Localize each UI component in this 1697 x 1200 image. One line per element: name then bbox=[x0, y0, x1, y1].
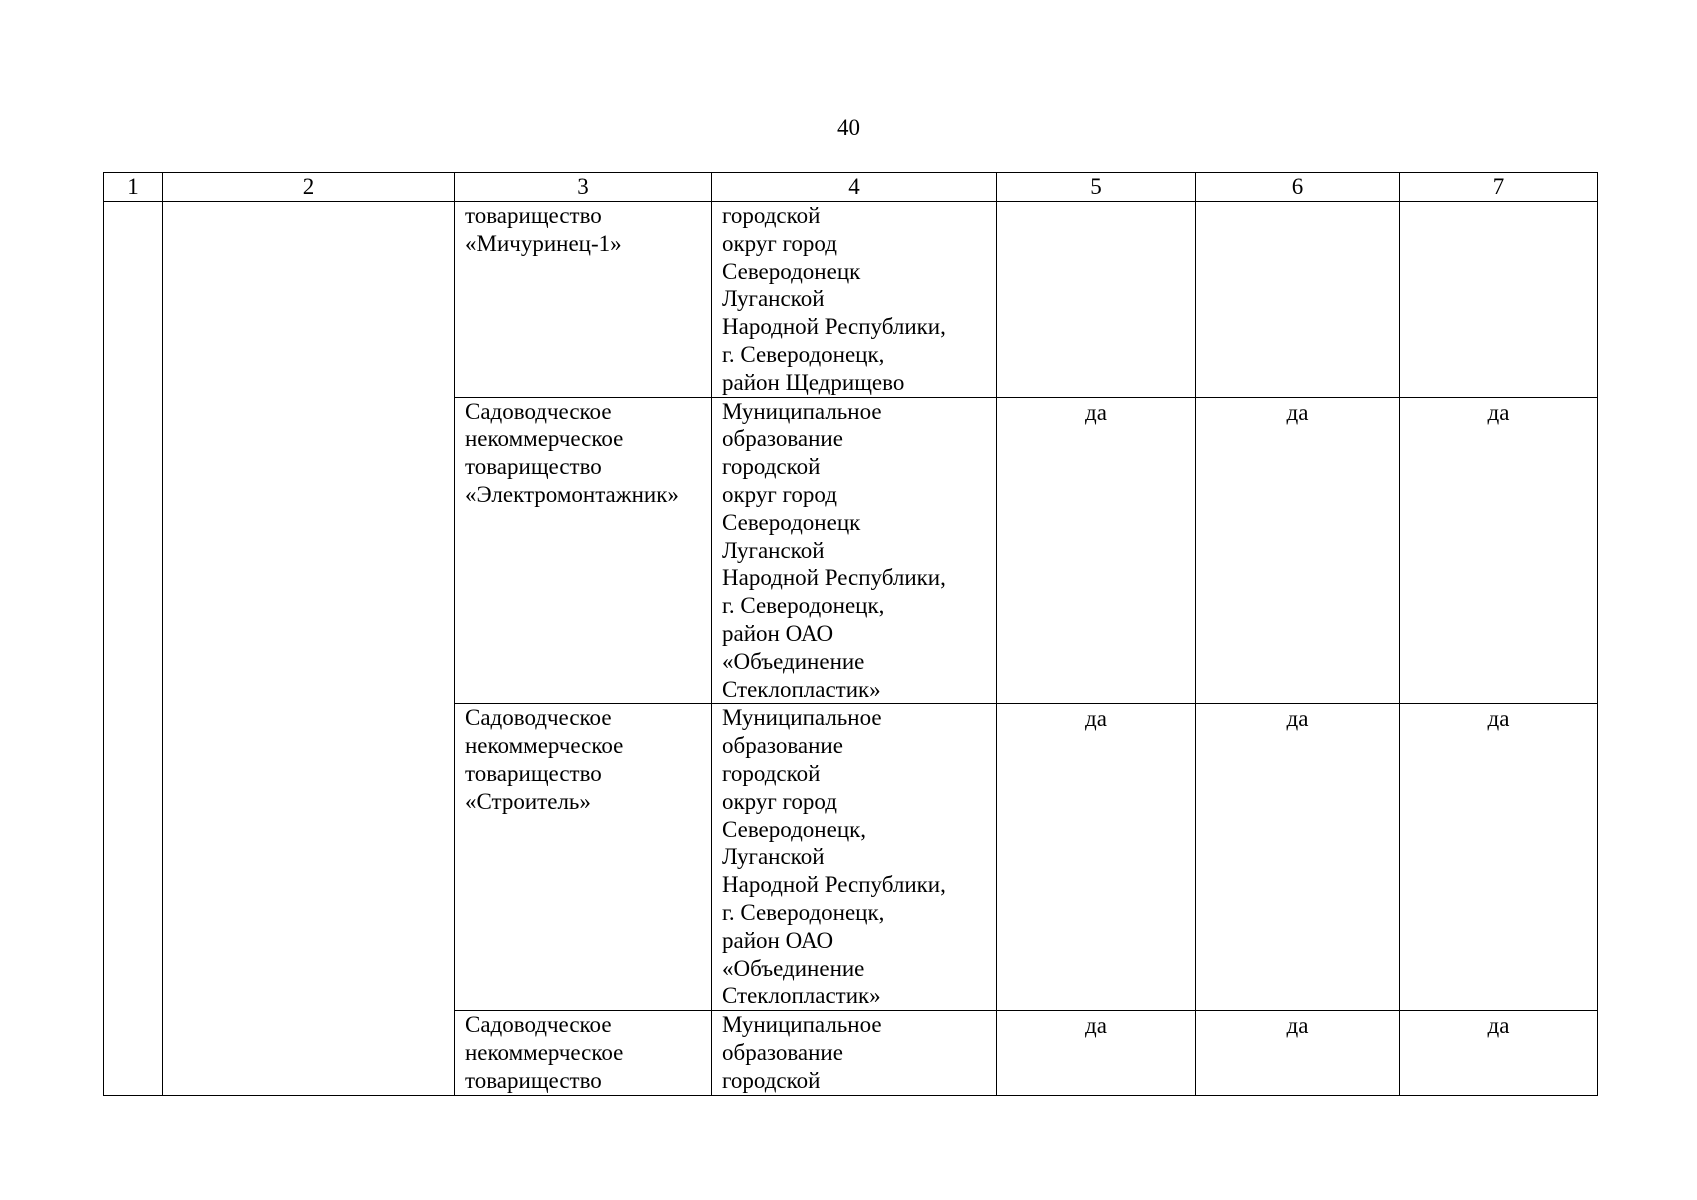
cell-text-line: «Объединение bbox=[722, 648, 865, 674]
cell-text-line: Муниципальное bbox=[722, 398, 882, 424]
column-7-value: да bbox=[1400, 397, 1598, 704]
column-6-value: да bbox=[1196, 397, 1400, 704]
cell-text-line: некоммерческое bbox=[465, 733, 624, 759]
page-number: 40 bbox=[837, 115, 860, 140]
cell-text-line: Северодонецк bbox=[722, 509, 861, 535]
organization-name-cell bbox=[455, 704, 712, 1011]
cell-text-line: «Строитель» bbox=[465, 788, 591, 814]
column-number-cell: 4 bbox=[712, 173, 997, 202]
cell-text-line: городской bbox=[722, 1067, 821, 1093]
column-7-value bbox=[1400, 202, 1598, 398]
cell-text-line: Стеклопластик» bbox=[722, 983, 881, 1009]
column-number-cell: 7 bbox=[1400, 173, 1598, 202]
cell-text-line: район Щедрищево bbox=[722, 369, 905, 395]
column-number-cell: 1 bbox=[104, 173, 163, 202]
column-6-value: да bbox=[1196, 1011, 1400, 1095]
cell-text-line: «Мичуринец-1» bbox=[465, 230, 622, 256]
cell-text-line: образование bbox=[722, 426, 843, 452]
column-number-cell: 6 bbox=[1196, 173, 1400, 202]
column-5-value: да bbox=[997, 704, 1196, 1011]
cell-text-line: округ город bbox=[722, 788, 837, 814]
cell-text-line: Муниципальное bbox=[722, 1012, 882, 1038]
cell-text-line: «Объединение bbox=[722, 955, 865, 981]
cell-text-line: Народной Республики, bbox=[722, 314, 946, 340]
cell-text-line: г. Северодонецк, bbox=[722, 593, 885, 619]
location-cell bbox=[712, 704, 997, 1011]
cell-text-line: образование bbox=[722, 733, 843, 759]
cell-text-line: товарищество bbox=[465, 203, 602, 228]
cell-text-line: городской bbox=[722, 203, 821, 228]
document-table bbox=[103, 172, 1598, 1096]
column-number-cell: 5 bbox=[997, 173, 1196, 202]
cell-text-line: Луганской bbox=[722, 286, 825, 312]
column-6-value: да bbox=[1196, 704, 1400, 1011]
cell-text-line: городской bbox=[722, 454, 821, 480]
cell-text-line: г. Северодонецк, bbox=[722, 899, 885, 925]
column-5-value bbox=[997, 202, 1196, 398]
cell-text-line: Садоводческое bbox=[465, 398, 612, 424]
column-6-value bbox=[1196, 202, 1400, 398]
cell-text-line: образование bbox=[722, 1039, 843, 1065]
cell-text-line: городской bbox=[722, 760, 821, 786]
cell-text-line: Садоводческое bbox=[465, 705, 612, 731]
column-5-value: да bbox=[997, 397, 1196, 704]
cell-text-line: Народной Республики, bbox=[722, 872, 946, 898]
location-cell bbox=[712, 202, 997, 398]
cell-text-line: некоммерческое bbox=[465, 1039, 624, 1065]
column-5-value: да bbox=[997, 1011, 1196, 1095]
cell-text-line: Стеклопластик» bbox=[722, 676, 881, 702]
cell-text-line: Северодонецк, bbox=[722, 816, 867, 842]
cell-text-line: район ОАО bbox=[722, 927, 834, 953]
cell-text-line: район ОАО bbox=[722, 620, 834, 646]
column-number-row bbox=[104, 173, 1598, 202]
cell-text-line: товарищество bbox=[465, 454, 602, 480]
organization-name-cell bbox=[455, 397, 712, 704]
column-number-cell: 3 bbox=[455, 173, 712, 202]
cell-text-line: округ город bbox=[722, 481, 837, 507]
column-7-value: да bbox=[1400, 1011, 1598, 1095]
cell-text-line: «Электромонтажник» bbox=[465, 481, 679, 507]
cell-text-line: товарищество bbox=[465, 760, 602, 786]
cell-text-line: Северодонецк bbox=[722, 258, 861, 284]
cell-text-line: Народной Республики, bbox=[722, 565, 946, 591]
merged-column-1-cell bbox=[104, 202, 163, 1096]
cell-text-line: товарищество bbox=[465, 1067, 602, 1093]
cell-text-line: Луганской bbox=[722, 537, 825, 563]
cell-text-line: г. Северодонецк, bbox=[722, 341, 885, 367]
location-cell bbox=[712, 1011, 997, 1095]
organization-name-cell bbox=[455, 1011, 712, 1095]
cell-text-line: Луганской bbox=[722, 844, 825, 870]
column-number-cell: 2 bbox=[163, 173, 455, 202]
table-row bbox=[104, 202, 1598, 398]
location-cell bbox=[712, 397, 997, 704]
organization-name-cell bbox=[455, 202, 712, 398]
column-7-value: да bbox=[1400, 704, 1598, 1011]
merged-column-2-cell bbox=[163, 202, 455, 1096]
cell-text-line: Муниципальное bbox=[722, 705, 882, 731]
cell-text-line: Садоводческое bbox=[465, 1012, 612, 1038]
cell-text-line: некоммерческое bbox=[465, 426, 624, 452]
cell-text-line: округ город bbox=[722, 230, 837, 256]
